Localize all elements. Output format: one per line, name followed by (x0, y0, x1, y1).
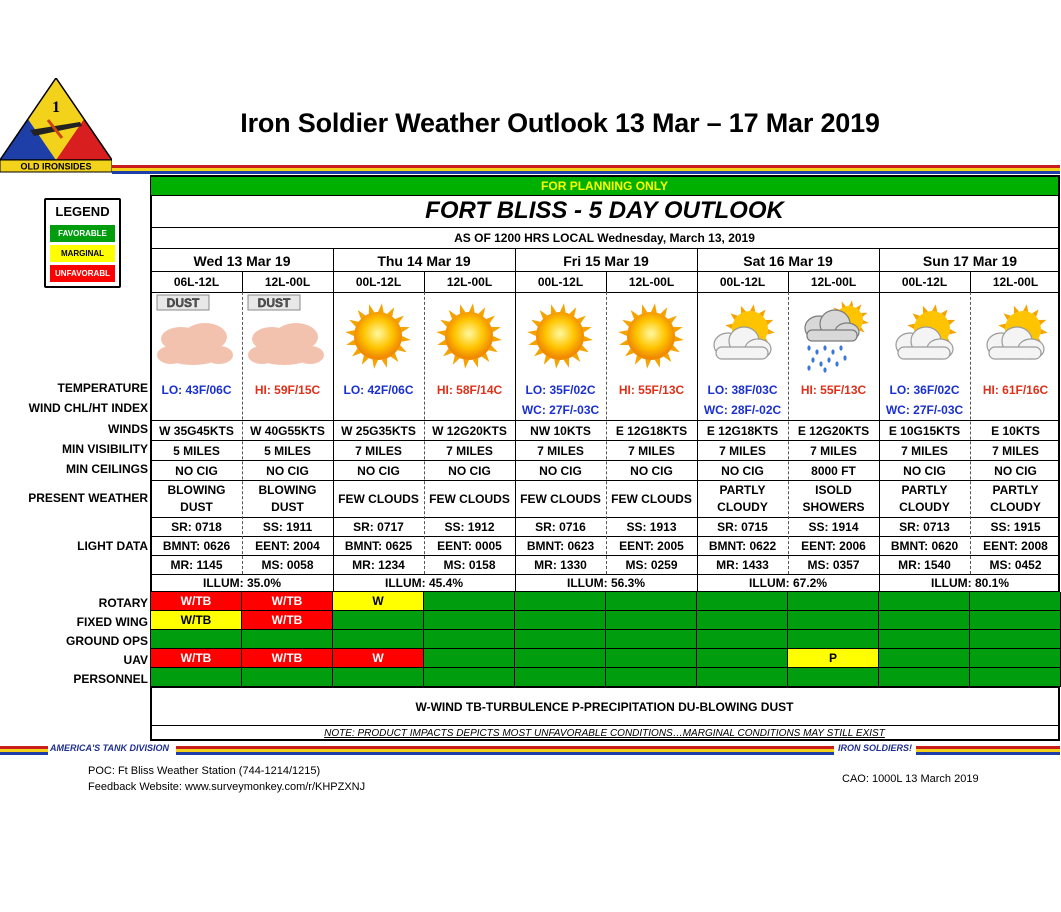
grid-line (151, 227, 1058, 228)
label-personnel: PERSONNEL (73, 672, 148, 686)
ceiling-value: NO CIG (903, 464, 946, 478)
impact-ground-ops-cell (788, 630, 879, 649)
label-uav: UAV (123, 653, 148, 667)
period-time: 00L-12L (901, 275, 948, 289)
illumination: ILLUM: 56.3% (566, 576, 645, 590)
temperature-value: LO: 36F/02C (889, 383, 960, 397)
sunset: SS: 1914 (808, 520, 859, 534)
period-divider (242, 272, 243, 292)
illumination: ILLUM: 35.0% (202, 576, 281, 590)
bmnt: BMNT: 0620 (890, 539, 959, 553)
location-title: FORT BLISS - 5 DAY OUTLOOK (425, 197, 784, 224)
ceiling-value: NO CIG (539, 464, 582, 478)
sunrise: SR: 0718 (171, 520, 222, 534)
svg-text:DUST: DUST (257, 296, 291, 310)
ceiling-value: NO CIG (994, 464, 1037, 478)
sun-icon (516, 293, 604, 379)
legend-unfavorable: UNFAVORABL (50, 265, 115, 282)
impact-fixed-wing-cell (333, 611, 424, 630)
ceiling-value: 8000 FT (811, 464, 856, 478)
impact-uav-cell (879, 649, 970, 668)
sunrise: SR: 0715 (717, 520, 768, 534)
impact-uav-cell (606, 649, 697, 668)
visibility-value: 7 MILES (810, 444, 857, 458)
present-weather-line1: ISOLD (815, 483, 852, 497)
temperature-value: LO: 43F/06C (161, 383, 232, 397)
sun-icon (607, 293, 695, 379)
winds-value: E 10KTS (991, 424, 1040, 438)
moonrise: MR: 1145 (170, 558, 223, 572)
winds-value: E 12G20KTS (797, 424, 870, 438)
impact-rotary-cell (970, 592, 1061, 611)
impact-ground-ops-cell (333, 630, 424, 649)
label-temperature: TEMPERATURE (57, 381, 148, 395)
temperature-value: LO: 38F/03C (707, 383, 778, 397)
sun-icon (334, 293, 422, 379)
wind-chill-value: WC: 28F/-02C (703, 403, 782, 417)
impact-personnel-cell (970, 668, 1061, 687)
wind-chill-value (970, 401, 1061, 419)
period-time: 12L-00L (446, 275, 493, 289)
footer-tagline-right: IRON SOLDIERS! (838, 743, 913, 753)
present-weather-line2: CLOUDY (990, 500, 1041, 514)
winds-value: E 10G15KTS (888, 424, 961, 438)
partly-cloudy-icon (971, 293, 1059, 379)
bmnt: BMNT: 0622 (708, 539, 777, 553)
impact-ground-ops-cell (151, 630, 242, 649)
sunrise: SR: 0717 (353, 520, 404, 534)
disclaimer-note: NOTE: PRODUCT IMPACTS DEPICTS MOST UNFAVORABLE CONDITIONS…MARGINAL CONDITIONS MAY STILL EXIST (324, 728, 885, 739)
impact-rotary-cell: W/TB (242, 592, 333, 611)
illumination: ILLUM: 67.2% (748, 576, 827, 590)
svg-text:DUST: DUST (166, 296, 200, 310)
sunrise: SR: 0716 (535, 520, 586, 534)
impact-rotary-cell (879, 592, 970, 611)
legend (44, 198, 121, 288)
bmnt: BMNT: 0623 (526, 539, 595, 553)
impact-uav-cell (697, 649, 788, 668)
period-time: 06L-12L (173, 275, 220, 289)
temperature-value: HI: 55F/13C (618, 383, 685, 397)
moonset: MS: 0158 (443, 558, 496, 572)
impact-ground-ops-cell (424, 630, 515, 649)
visibility-value: 5 MILES (264, 444, 311, 458)
illumination: ILLUM: 45.4% (384, 576, 463, 590)
planning-banner: FOR PLANNING ONLY (151, 177, 1058, 195)
impact-personnel-cell (151, 668, 242, 687)
impact-uav-cell: W/TB (151, 649, 242, 668)
moonrise: MR: 1234 (352, 558, 405, 572)
ceiling-value: NO CIG (266, 464, 309, 478)
wind-chill-value (788, 401, 879, 419)
as-of-line: AS OF 1200 HRS LOCAL Wednesday, March 13, 2019 (454, 231, 755, 245)
present-weather-line2: DUST (180, 500, 213, 514)
present-weather-line1: PARTLY (719, 483, 766, 497)
sunset: SS: 1913 (626, 520, 677, 534)
label-winds: WINDS (108, 422, 148, 436)
bmnt: BMNT: 0625 (344, 539, 413, 553)
wind-chill-value (333, 401, 424, 419)
period-divider (606, 272, 607, 292)
poc-text: POC: Ft Bliss Weather Station (744-1214/1215) (88, 765, 321, 777)
wind-chill-value (606, 401, 697, 419)
impact-personnel-cell (242, 668, 333, 687)
label-wind-chill: WIND CHL/HT INDEX (28, 401, 148, 415)
legend-marginal: MARGINAL (50, 245, 115, 262)
present-weather-line2: DUST (271, 500, 304, 514)
cao-text: CAO: 1000L 13 March 2019 (842, 773, 979, 785)
impact-rotary-cell: W/TB (151, 592, 242, 611)
moonset: MS: 0452 (989, 558, 1042, 572)
day-header: Wed 13 Mar 19 (193, 253, 291, 269)
day-header: Sat 16 Mar 19 (743, 253, 833, 269)
label-min-ceilings: MIN CEILINGS (65, 462, 148, 476)
impact-uav-cell: W/TB (242, 649, 333, 668)
impact-rotary-cell (788, 592, 879, 611)
impact-rotary-cell (424, 592, 515, 611)
impact-ground-ops-cell (970, 630, 1061, 649)
header-stripe-blue (112, 171, 1060, 174)
visibility-value: 7 MILES (628, 444, 675, 458)
present-weather: FEW CLOUDS (429, 492, 510, 506)
svg-text:OLD IRONSIDES: OLD IRONSIDES (20, 161, 92, 172)
sunset: SS: 1915 (990, 520, 1041, 534)
illumination: ILLUM: 80.1% (930, 576, 1009, 590)
present-weather-line2: CLOUDY (899, 500, 950, 514)
impact-ground-ops-cell (606, 630, 697, 649)
visibility-value: 5 MILES (173, 444, 220, 458)
impact-fixed-wing-cell (697, 611, 788, 630)
present-weather: FEW CLOUDS (338, 492, 419, 506)
impact-fixed-wing-cell (606, 611, 697, 630)
present-weather-line1: BLOWING (167, 483, 226, 497)
temperature-value: HI: 61F/16C (982, 383, 1049, 397)
partly-cloudy-icon (698, 293, 786, 379)
eent: EENT: 0005 (437, 539, 502, 553)
eent: EENT: 2005 (619, 539, 684, 553)
wind-chill-value (424, 401, 515, 419)
page-title: Iron Soldier Weather Outlook 13 Mar – 17 Mar 2019 (240, 108, 880, 138)
grid-line (151, 725, 1058, 726)
period-time: 00L-12L (537, 275, 584, 289)
label-present-weather: PRESENT WEATHER (28, 491, 148, 505)
present-weather-line2: CLOUDY (717, 500, 768, 514)
eent: EENT: 2008 (983, 539, 1048, 553)
eent: EENT: 2004 (255, 539, 320, 553)
impact-rotary-cell (606, 592, 697, 611)
moonrise: MR: 1540 (898, 558, 951, 572)
impact-rotary-cell: W (333, 592, 424, 611)
wind-chill-value: WC: 27F/-03C (885, 403, 964, 417)
moonset: MS: 0357 (807, 558, 860, 572)
day-header: Fri 15 Mar 19 (563, 253, 649, 269)
moonset: MS: 0058 (261, 558, 314, 572)
visibility-value: 7 MILES (719, 444, 766, 458)
period-time: 00L-12L (355, 275, 402, 289)
temperature-value: LO: 42F/06C (343, 383, 414, 397)
svg-text:1: 1 (52, 99, 60, 116)
wind-chill-value (242, 401, 333, 419)
sunset: SS: 1912 (444, 520, 495, 534)
label-rotary: ROTARY (98, 596, 148, 610)
visibility-value: 7 MILES (355, 444, 402, 458)
ceiling-value: NO CIG (721, 464, 764, 478)
ceiling-value: NO CIG (448, 464, 491, 478)
period-time: 00L-12L (719, 275, 766, 289)
day-header: Sun 17 Mar 19 (922, 253, 1018, 269)
sun-icon (425, 293, 513, 379)
impact-uav-cell (424, 649, 515, 668)
period-divider (424, 272, 425, 292)
footer-stripe-left-blue (0, 752, 48, 755)
period-time: 12L-00L (628, 275, 675, 289)
footer-tagline-left: AMERICA'S TANK DIVISION (50, 743, 169, 753)
present-weather: FEW CLOUDS (520, 492, 601, 506)
period-divider (788, 272, 789, 292)
impact-personnel-cell (424, 668, 515, 687)
impact-personnel-cell (697, 668, 788, 687)
winds-value: E 12G18KTS (706, 424, 779, 438)
label-fixed-wing: FIXED WING (76, 615, 148, 629)
sunset: SS: 1911 (262, 520, 313, 534)
visibility-value: 7 MILES (901, 444, 948, 458)
impact-personnel-cell (333, 668, 424, 687)
impact-fixed-wing-cell (970, 611, 1061, 630)
present-weather-line1: BLOWING (258, 483, 317, 497)
visibility-value: 7 MILES (992, 444, 1039, 458)
label-min-visibility: MIN VISIBILITY (61, 442, 148, 456)
label-light-data: LIGHT DATA (77, 539, 148, 553)
present-weather-line1: PARTLY (901, 483, 948, 497)
impact-fixed-wing-cell: W/TB (151, 611, 242, 630)
ceiling-value: NO CIG (175, 464, 218, 478)
dust-icon (152, 293, 240, 379)
period-time: 12L-00L (810, 275, 857, 289)
label-ground-ops: GROUND OPS (65, 634, 148, 648)
impact-personnel-cell (879, 668, 970, 687)
feedback-link[interactable]: Feedback Website: www.surveymonkey.com/r/KHPZXNJ (88, 781, 366, 793)
temperature-value: HI: 55F/13C (800, 383, 867, 397)
eent: EENT: 2006 (801, 539, 866, 553)
grid-line (151, 480, 1058, 481)
partly-cloudy-icon (880, 293, 968, 379)
division-logo (0, 78, 112, 174)
dust-icon (243, 293, 331, 379)
visibility-value: 7 MILES (537, 444, 584, 458)
period-time: 12L-00L (992, 275, 1039, 289)
impact-fixed-wing-cell: W/TB (242, 611, 333, 630)
impact-personnel-cell (788, 668, 879, 687)
wind-chill-value: WC: 27F/-03C (521, 403, 600, 417)
legend-favorable: FAVORABLE (50, 225, 115, 242)
footer-stripe-mid-blue (176, 752, 834, 755)
day-header: Thu 14 Mar 19 (377, 253, 471, 269)
grid-line (151, 420, 1058, 421)
impact-fixed-wing-cell (515, 611, 606, 630)
impact-ground-ops-cell (515, 630, 606, 649)
grid-line (151, 248, 1058, 249)
winds-value: W 12G20KTS (432, 424, 507, 438)
grid-line (151, 687, 1058, 688)
impact-ground-ops-cell (879, 630, 970, 649)
impact-fixed-wing-cell (879, 611, 970, 630)
impact-uav-cell (515, 649, 606, 668)
visibility-value: 7 MILES (446, 444, 493, 458)
impact-rotary-cell (515, 592, 606, 611)
bmnt: BMNT: 0626 (162, 539, 231, 553)
temperature-value: LO: 35F/02C (525, 383, 596, 397)
temperature-value: HI: 59F/15C (254, 383, 321, 397)
moonrise: MR: 1433 (716, 558, 769, 572)
legend-title: LEGEND (55, 204, 110, 219)
present-weather-line2: SHOWERS (802, 500, 865, 514)
impact-uav-cell: P (788, 649, 879, 668)
impact-fixed-wing-cell (424, 611, 515, 630)
grid-line (151, 440, 1058, 441)
wind-chill-value (151, 401, 242, 419)
winds-value: W 35G45KTS (159, 424, 234, 438)
moonset: MS: 0259 (625, 558, 678, 572)
grid-line (151, 460, 1058, 461)
impact-ground-ops-cell (242, 630, 333, 649)
moonrise: MR: 1330 (534, 558, 587, 572)
impact-uav-cell: W (333, 649, 424, 668)
temperature-value: HI: 58F/14C (436, 383, 503, 397)
period-time: 12L-00L (264, 275, 311, 289)
showers-icon (789, 293, 877, 379)
impact-personnel-cell (606, 668, 697, 687)
winds-value: E 12G18KTS (615, 424, 688, 438)
winds-value: NW 10KTS (530, 424, 591, 438)
footer-stripe-right-blue (916, 752, 1060, 755)
present-weather: FEW CLOUDS (611, 492, 692, 506)
period-divider (970, 272, 971, 292)
impact-key: W-WIND TB-TURBULENCE P-PRECIPITATION DU-BLOWING DUST (415, 700, 794, 714)
winds-value: W 25G35KTS (341, 424, 416, 438)
ceiling-value: NO CIG (630, 464, 673, 478)
impact-uav-cell (970, 649, 1061, 668)
impact-ground-ops-cell (697, 630, 788, 649)
winds-value: W 40G55KTS (250, 424, 325, 438)
present-weather-line1: PARTLY (992, 483, 1039, 497)
impact-personnel-cell (515, 668, 606, 687)
sunrise: SR: 0713 (899, 520, 950, 534)
ceiling-value: NO CIG (357, 464, 400, 478)
impact-fixed-wing-cell (788, 611, 879, 630)
impact-rotary-cell (697, 592, 788, 611)
